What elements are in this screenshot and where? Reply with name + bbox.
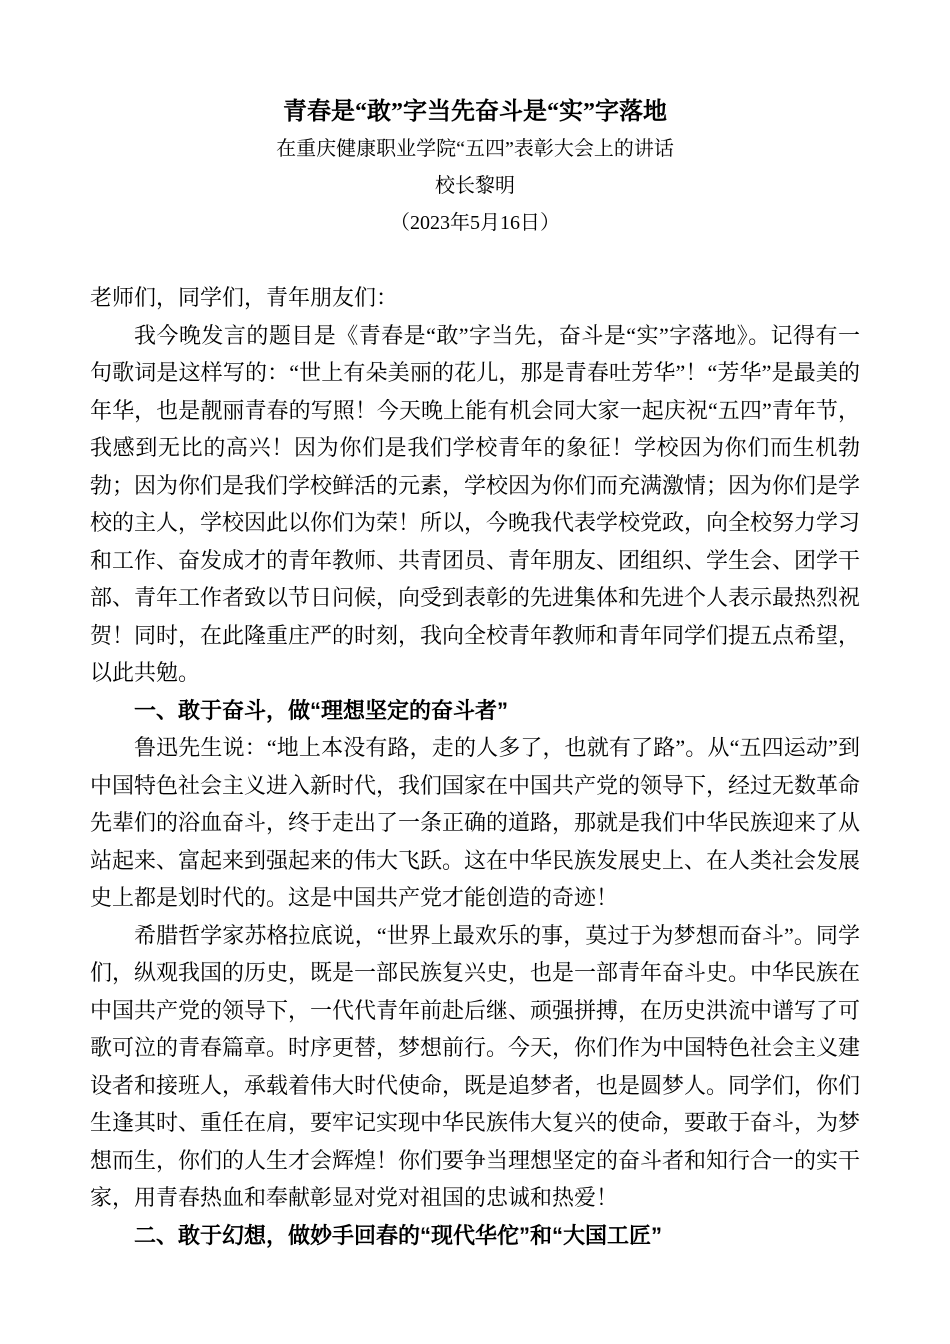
section-heading-2: 二、敢于幻想，做妙手回春的“现代华佗”和“大国工匠” (134, 1222, 663, 1248)
section-heading-1: 一、敢于奋斗，做“理想坚定的奋斗者” (134, 697, 509, 723)
paragraph-section1-luxun: 鲁迅先生说：“地上本没有路，走的人多了，也就有了路”。从“五四运动”到中国特色社会主义进入新时代，我们国家在中国共产党的领导下，经过无数革命先辈们的浴血奋斗，终于走出了一条正确的道路，那就是我们中华民族迎来了从站起来、富起来到强起来的伟大飞跃。这在中华民族发展史上、在人类社会发展史上都是划时代的。这是中国共产党才能创造的奇迹！ (90, 735, 861, 910)
document-header (90, 93, 860, 242)
document-author: 校长黎明 (435, 175, 515, 197)
paragraph-intro: 我今晚发言的题目是《青春是“敢”字当先，奋斗是“实”字落地》。记得有一句歌词是这样写的：“世上有朵美丽的花儿，那是青春吐芳华”！“芳华”是最美的年华，也是靓丽青春的写照！今天晚上能有机会同大家一起庆祝“五四”青年节，我感到无比的高兴！因为你们是我们学校青年的象征！学校因为你们而生机勃勃；因为你们是我们学校鲜活的元素，学校因为你们而充满激情；因为你们是学校的主人，学校因此以你们为荣！所以，今晚我代表学校党政，向全校努力学习和工作、奋发成才的青年教师、共青团员、青年朋友、团组织、学生会、团学干部、青年工作者致以节日问候，向受到表彰的先进集体和先进个人表示最热烈祝贺！同时，在此隆重庄严的时刻，我向全校青年教师和青年同学们提五点希望，以此共勉。 (90, 322, 861, 685)
document-date: （2023年5月16日） (390, 212, 560, 234)
paragraph-section1-socrates: 希腊哲学家苏格拉底说，“世界上最欢乐的事，莫过于为梦想而奋斗”。同学们，纵观我国的历史，既是一部民族复兴史，也是一部青年奋斗史。中华民族在中国共产党的领导下，一代代青年前赴后继、顽强拼搏，在历史洪流中谱写了可歌可泣的青春篇章。时序更替，梦想前行。今天，你们作为中国特色社会主义建设者和接班人，承载着伟大时代使命，既是追梦者，也是圆梦人。同学们，你们生逢其时、重任在肩，要牢记实现中华民族伟大复兴的使命，要敢于奋斗，为梦想而生，你们的人生才会辉煌！你们要争当理想坚定的奋斗者和知行合一的实干家，用青春热血和奉献彰显对党对祖国的忠诚和热爱！ (90, 922, 861, 1210)
document-body (90, 279, 860, 1254)
document-title: 青春是“敢”字当先奋斗是“实”字落地 (283, 99, 667, 125)
salutation-line: 老师们，同学们，青年朋友们： (90, 285, 399, 310)
document-subtitle: 在重庆健康职业学院“五四”表彰大会上的讲话 (276, 138, 674, 160)
